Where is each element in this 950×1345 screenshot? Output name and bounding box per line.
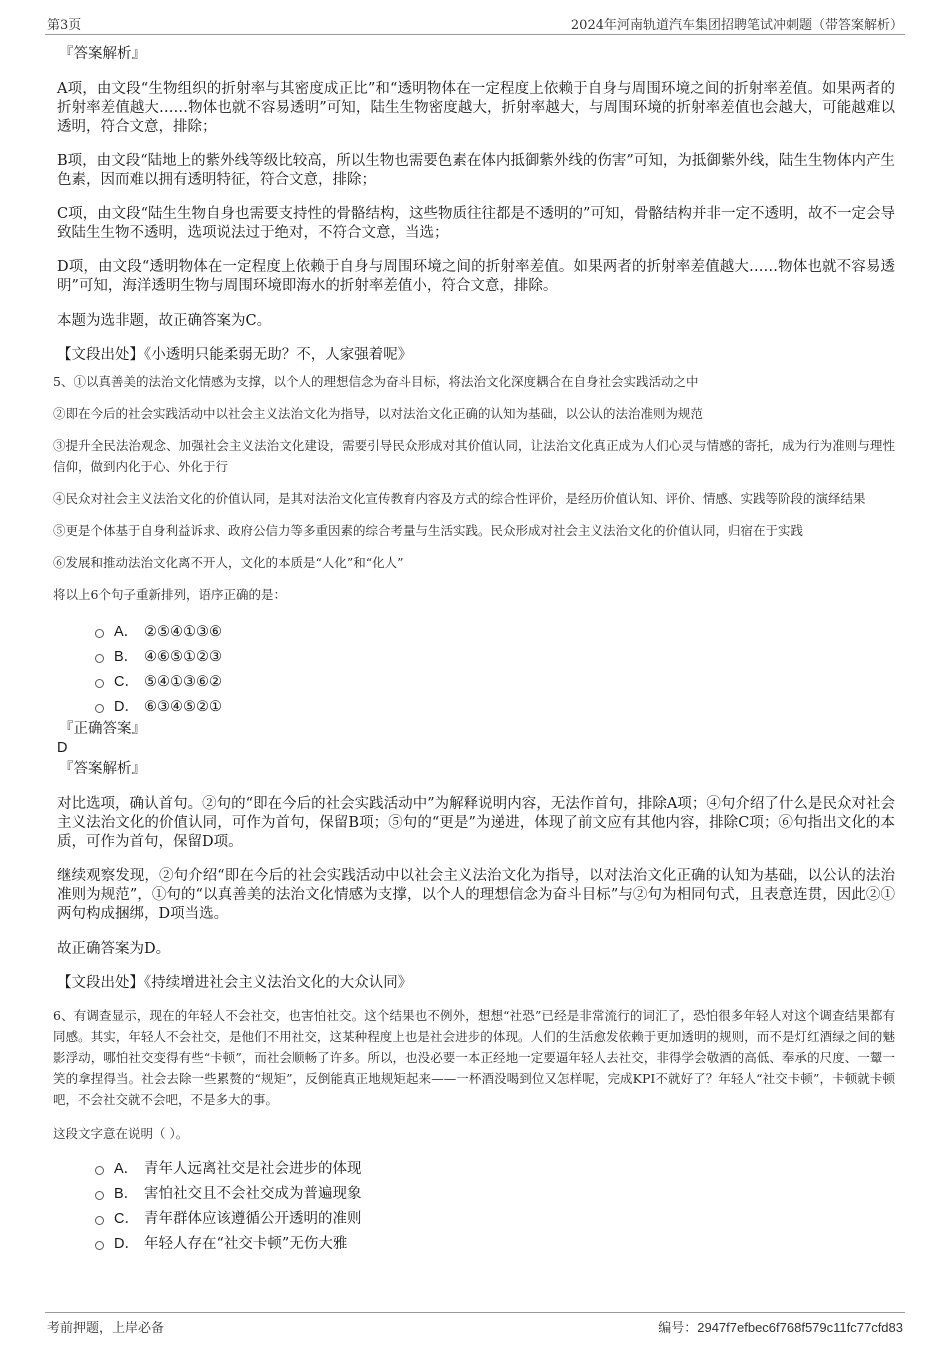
source-citation: 【文段出处】《小透明只能柔弱无助？不，人家强着呢》 — [57, 347, 413, 363]
option-text: 年轻人存在“社交卡顿”无伤大雅 — [144, 1235, 348, 1252]
option-c[interactable] — [95, 669, 895, 694]
document-code — [658, 1317, 903, 1336]
radio-icon[interactable] — [95, 1166, 104, 1175]
question-sentence: ②即在今后的社会实践活动中以社会主义法治文化为指导，以对法治文化正确的认知为基础，以公认的法治准则为规范 — [53, 406, 704, 421]
radio-icon[interactable] — [95, 1216, 104, 1225]
option-text: 青年群体应该遵循公开透明的准则 — [144, 1210, 362, 1227]
answer-options — [95, 619, 895, 719]
radio-icon[interactable] — [95, 704, 104, 713]
analysis-paragraph: A项，由文段“生物组织的折射率与其密度成正比”和“透明物体在一定程度上依赖于自身与周围环境之间的折射率差值。如果两者的折射率差值越大……物体也就不容易透明”可知，陆生生物密度越大，折射率越大，与周围环境的折射率差值也会越大，可能越难以透明，符合文意，排除； — [57, 81, 895, 135]
page-content — [53, 44, 895, 1256]
option-text: 害怕社交且不会社交成为普遍现象 — [144, 1185, 362, 1202]
option-text: ⑤④①③⑥② — [144, 673, 222, 690]
question-prompt: 将以上6个句子重新排列，语序正确的是： — [53, 587, 286, 602]
question-sentence: ③提升全民法治观念、加强社会主义法治文化建设，需要引导民众形成对其价值认同，让法治文化真正成为人们心灵与情感的寄托，成为行为准则与理性信仰，做到内化于心、外化于行 — [53, 438, 895, 474]
option-letter: B． — [114, 648, 139, 665]
analysis-conclusion: 故正确答案为D。 — [57, 941, 171, 957]
page-number: 第3页 — [47, 18, 82, 33]
source-citation: 【文段出处】《持续增进社会主义法治文化的大众认同》 — [57, 975, 413, 991]
correct-answer-label: 『正确答案』 — [59, 721, 146, 737]
option-letter: A． — [114, 623, 139, 640]
question-sentence: ⑥发展和推动法治文化离不开人，文化的本质是“人化”和“化人” — [53, 555, 404, 570]
analysis-paragraph: 对比选项，确认首句。②句的“即在今后的社会实践活动中”为解释说明内容，无法作首句，排除A项；④句介绍了什么是民众对社会主义法治文化的价值认同，可作为首句，保留B项；⑤句的“更是”为递进，体现了前文应有其他内容，排除C项；⑥句指出文化的本质，可作为首句，保留D项。 — [57, 796, 895, 850]
option-text: ⑥③④⑤②① — [144, 698, 222, 715]
question-sentence: ⑤更是个体基于自身利益诉求、政府公信力等多重因素的综合考量与生活实践。民众形成对社会主义法治文化的价值认同，归宿在于实践 — [53, 523, 804, 538]
correct-answer: D — [57, 740, 68, 756]
page-footer — [45, 1312, 905, 1337]
question-prompt: 这段文字意在说明（ ）。 — [53, 1126, 189, 1141]
code-value: 2947f7efbec6f768f579c11fc77cfd83 — [697, 1320, 903, 1335]
analysis-paragraph: 继续观察发现，②句介绍“即在今后的社会实践活动中以社会主义法治文化为指导，以对法治文化正确的认知为基础，以公认的法治准则为规范”，①句的“以真善美的法治文化情感为支撑，以个人的理想信念为奋斗目标”与②句为相同句式，且表意连贯，因此②①两句构成捆绑，D项当选。 — [57, 868, 895, 922]
document-title: 2024年河南轨道汽车集团招聘笔试冲刺题（带答案解析） — [570, 18, 903, 33]
option-b[interactable] — [95, 644, 895, 669]
option-text: ②⑤④①③⑥ — [144, 623, 222, 640]
analysis-paragraph: D项，由文段“透明物体在一定程度上依赖于自身与周围环境之间的折射率差值。如果两者的折射率差值越大……物体也就不容易透明”可知，海洋透明生物与周围环境即海水的折射率差值小，符合文意，排除。 — [57, 259, 895, 294]
radio-icon[interactable] — [95, 1241, 104, 1250]
radio-icon[interactable] — [95, 679, 104, 688]
option-b[interactable] — [95, 1181, 895, 1206]
option-c[interactable] — [95, 1206, 895, 1231]
option-d[interactable] — [95, 1231, 895, 1256]
page-header — [45, 14, 905, 35]
option-text: 青年人远离社交是社会进步的体现 — [144, 1160, 362, 1177]
radio-icon[interactable] — [95, 1191, 104, 1200]
option-letter: A． — [114, 1160, 139, 1177]
question-sentence: ④民众对社会主义法治文化的价值认同，是其对法治文化宣传教育内容及方式的综合性评价，是经历价值认知、评价、情感、实践等阶段的演绎结果 — [53, 491, 866, 506]
analysis-paragraph: C项，由文段“陆生生物自身也需要支持性的骨骼结构，这些物质往往都是不透明的”可知，骨骼结构并非一定不透明，故不一定会导致陆生生物不透明，选项说法过于绝对，不符合文意，当选； — [57, 206, 895, 241]
option-a[interactable] — [95, 1156, 895, 1181]
code-label: 编号： — [658, 1321, 698, 1336]
option-letter: D． — [114, 1235, 139, 1252]
analysis-paragraph: B项，由文段“陆地上的紫外线等级比较高，所以生物也需要色素在体内抵御紫外线的伤害”可知，为抵御紫外线，陆生生物体内产生色素，因而难以拥有透明特征，符合文意，排除； — [57, 153, 895, 188]
option-d[interactable] — [95, 694, 895, 719]
radio-icon[interactable] — [95, 629, 104, 638]
footer-slogan: 考前押题，上岸必备 — [47, 1321, 165, 1336]
analysis-conclusion: 本题为选非题，故正确答案为C。 — [57, 313, 272, 329]
option-text: ④⑥⑤①②③ — [144, 648, 222, 665]
answer-analysis-label: 『答案解析』 — [59, 46, 146, 62]
option-letter: C． — [114, 1210, 139, 1227]
option-letter: B． — [114, 1185, 139, 1202]
question-passage: 6、有调查显示，现在的年轻人不会社交，也害怕社交。这个结果也不例外，想想“社恐”已经是非常流行的词汇了，恐怕很多年轻人对这个调查结果都有同感。其实，年轻人不会社交，是他们不用社交，这某种程度上也是社会进步的体现。人们的生活愈发依赖于更加透明的规则，而不是灯红酒绿之间的魅影浮动，哪怕社交变得有些“卡顿”，而社会顺畅了许多。所以，也没必要一本正经地一定要逼年轻人去社交，非得学会敬酒的高低、奉承的尺度、一颦一笑的拿捏得当。社会去除一些累赘的“规矩”，反倒能真正地规矩起来——一杯酒没喝到位又怎样呢，完成KPI不就好了？年轻人“社交卡顿”，卡顿就卡顿吧，不会社交就不会吧，不是多大的事。 — [53, 1008, 895, 1107]
option-letter: D． — [114, 698, 139, 715]
answer-options — [95, 1156, 895, 1256]
radio-icon[interactable] — [95, 654, 104, 663]
answer-analysis-label: 『答案解析』 — [59, 761, 146, 777]
question-sentence: 5、①以真善美的法治文化情感为支撑，以个人的理想信念为奋斗目标，将法治文化深度耦合在自身社会实践活动之中 — [53, 374, 699, 389]
option-letter: C． — [114, 673, 139, 690]
option-a[interactable] — [95, 619, 895, 644]
